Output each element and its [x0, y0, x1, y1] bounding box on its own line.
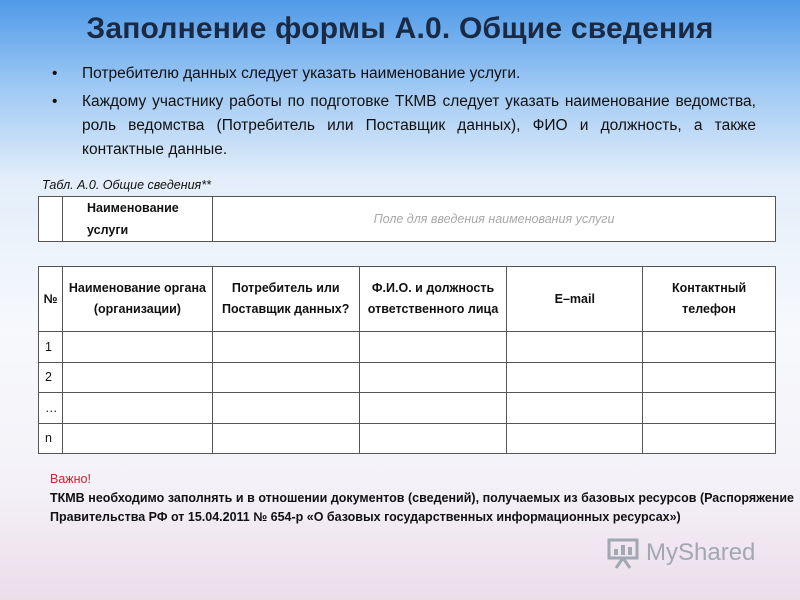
table-header-row: [39, 267, 776, 332]
bullet-marker: •: [52, 65, 58, 82]
cell-phone[interactable]: [643, 332, 776, 363]
watermark: [606, 536, 755, 570]
table-row: [39, 393, 776, 424]
row-number: 1: [39, 332, 63, 363]
cell-organization[interactable]: [62, 423, 212, 454]
bullet-item: [52, 62, 756, 86]
service-name-input[interactable]: Поле для введения наименования услуги: [213, 197, 776, 242]
cell-organization[interactable]: [62, 362, 212, 393]
header-role: Потребитель или Поставщик данных?: [212, 267, 359, 332]
service-label-cell: [63, 197, 213, 242]
cell-email[interactable]: [507, 393, 643, 424]
service-label-line2: услуги: [87, 223, 129, 237]
cell-responsible-person[interactable]: [359, 423, 507, 454]
table-row: [39, 423, 776, 454]
cell-phone[interactable]: [643, 362, 776, 393]
table-row: [39, 332, 776, 363]
bullet-marker: •: [52, 93, 58, 110]
cell-phone[interactable]: [643, 423, 776, 454]
service-blank-cell: [39, 197, 63, 242]
cell-role[interactable]: [212, 362, 359, 393]
service-table: [38, 196, 776, 242]
cell-email[interactable]: [507, 362, 643, 393]
important-note: [50, 470, 794, 527]
cell-responsible-person[interactable]: [359, 332, 507, 363]
cell-phone[interactable]: [643, 393, 776, 424]
cell-email[interactable]: [507, 423, 643, 454]
bullet-text: Каждому участнику работы по подготовке ТКМВ следует указать наименование ведомства, роль ведомства (Потребитель или Поставщик данных), ФИО и должность, а также контактные данные.: [82, 93, 756, 158]
note-warning: Важно!: [50, 472, 91, 486]
watermark-text: MyShared: [646, 539, 756, 566]
cell-organization[interactable]: [62, 393, 212, 424]
row-number: 2: [39, 362, 63, 393]
header-number: №: [39, 267, 63, 332]
header-organization: Наименование органа (организации): [62, 267, 212, 332]
cell-role[interactable]: [212, 332, 359, 363]
cell-email[interactable]: [507, 332, 643, 363]
header-phone: Контактный телефон: [643, 267, 776, 332]
row-number: …: [39, 393, 63, 424]
bullet-item: [52, 90, 756, 162]
participants-table: [38, 266, 776, 454]
table-caption: Табл. А.0. Общие сведения**: [42, 178, 211, 192]
cell-responsible-person[interactable]: [359, 362, 507, 393]
service-label-line1: Наименование: [87, 201, 179, 215]
bullet-text: Потребителю данных следует указать наименование услуги.: [82, 65, 521, 82]
header-email: E–mail: [507, 267, 643, 332]
header-responsible-person: Ф.И.О. и должность ответственного лица: [359, 267, 507, 332]
bullet-list: [52, 62, 756, 166]
table-row: [39, 362, 776, 393]
cell-role[interactable]: [212, 423, 359, 454]
page-title: Заполнение формы А.0. Общие сведения: [86, 12, 714, 45]
cell-role[interactable]: [212, 393, 359, 424]
presentation-board-icon: [606, 536, 640, 570]
row-number: n: [39, 423, 63, 454]
note-text: ТКМВ необходимо заполнять и в отношении документов (сведений), получаемых из базовых ресурсов (Распоряжение Правительства РФ от 15.04.2011 № 654-р «О базовых государственных информационных ресурсах»): [50, 491, 794, 524]
cell-organization[interactable]: [62, 332, 212, 363]
cell-responsible-person[interactable]: [359, 393, 507, 424]
